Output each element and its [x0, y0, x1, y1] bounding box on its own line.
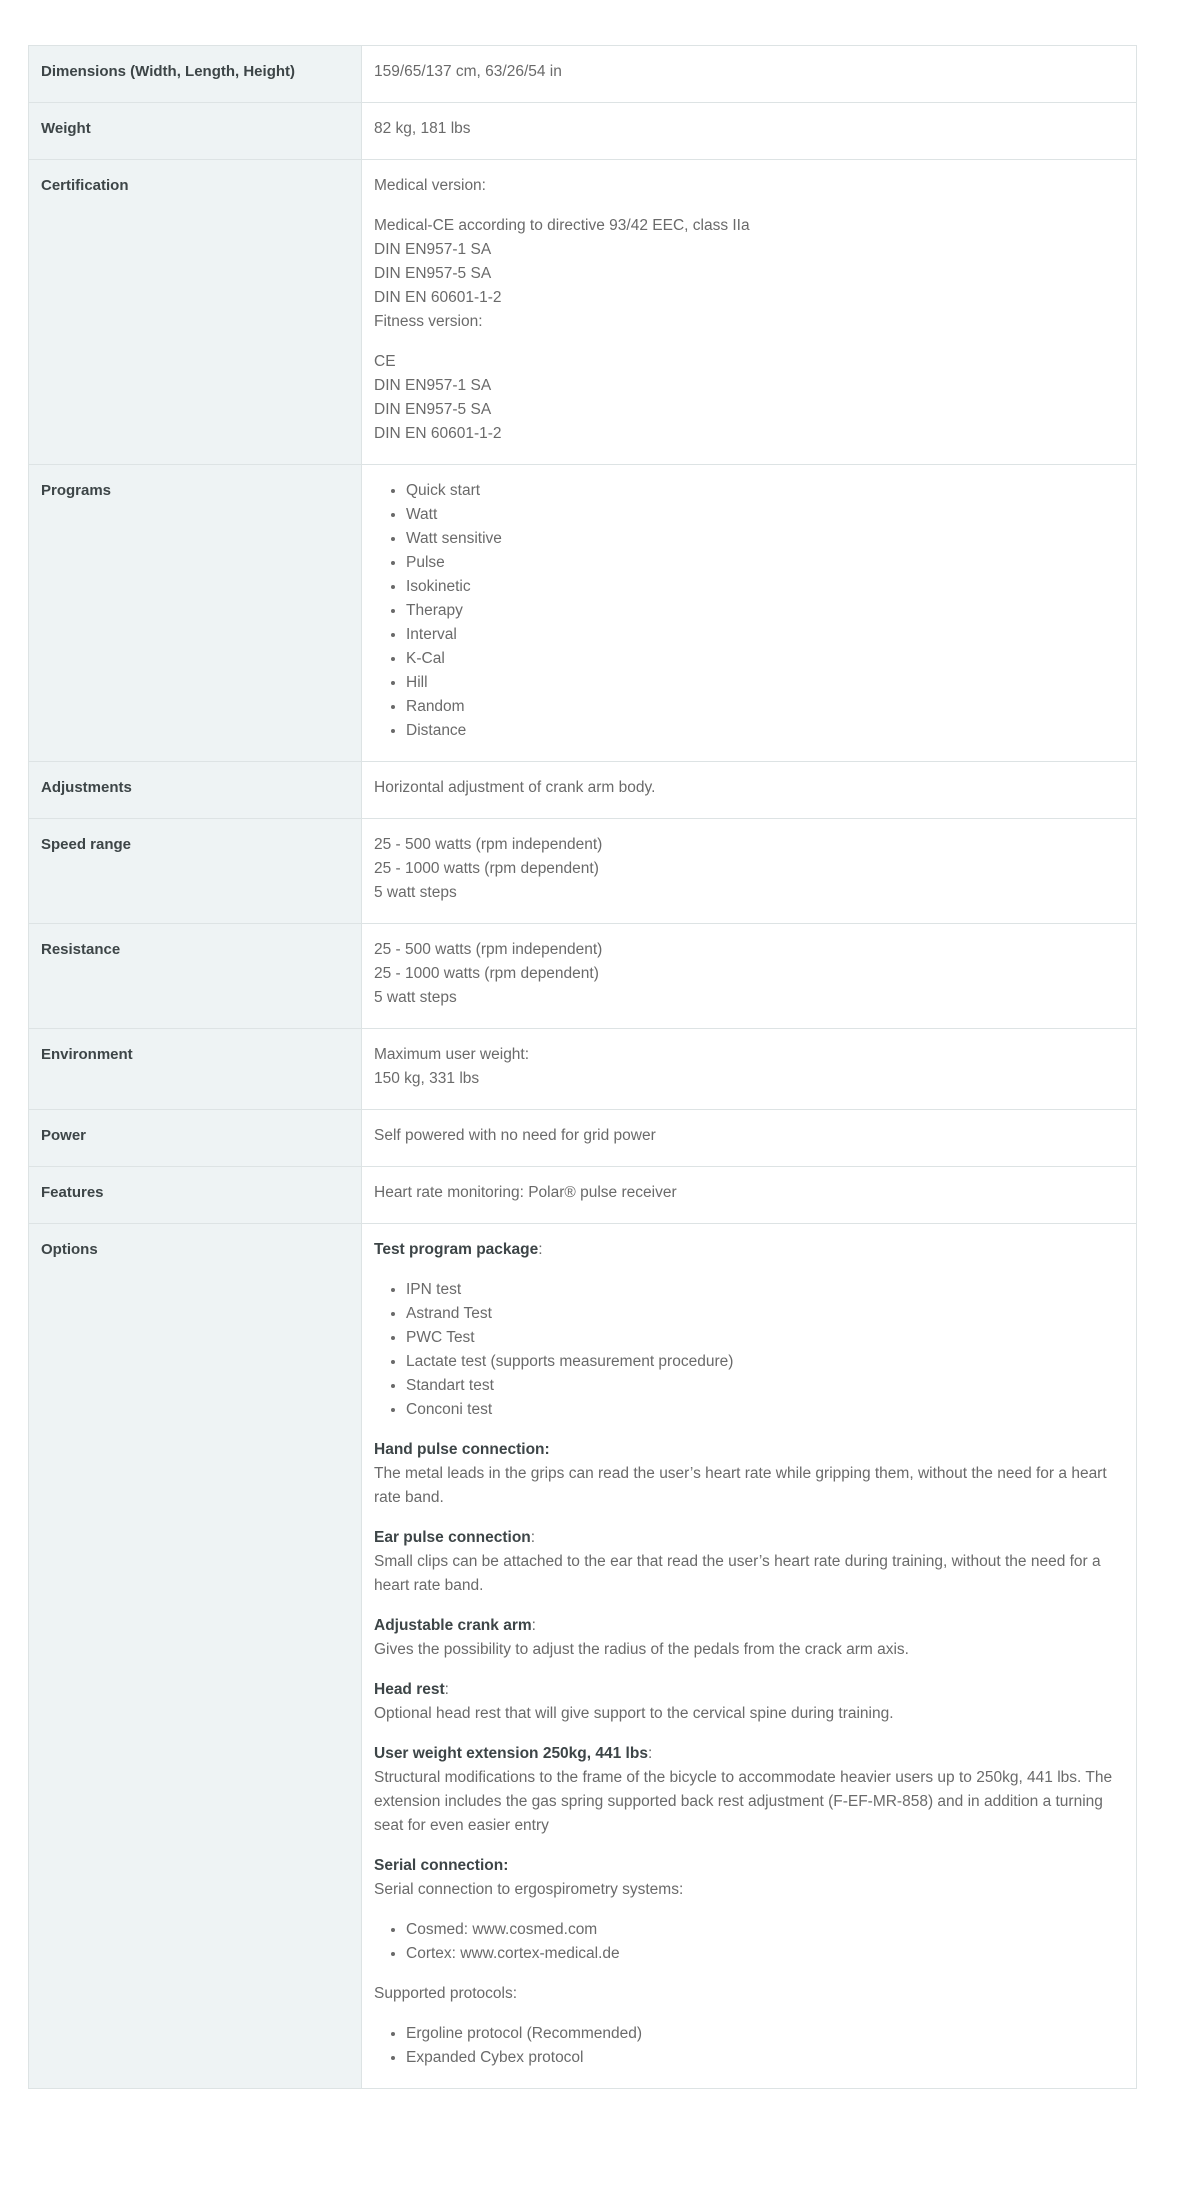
value-line: 5 watt steps — [374, 884, 457, 901]
option-title-suffix: : — [538, 1241, 543, 1258]
medical-version-title: Medical version: — [374, 177, 486, 194]
spec-row-features — [29, 1167, 1137, 1224]
spec-row-programs — [29, 465, 1137, 762]
spec-row-adjustments — [29, 762, 1137, 819]
list-item: • Standart test — [406, 1374, 1124, 1398]
value-line: 25 - 500 watts (rpm independent) — [374, 941, 603, 958]
spec-label: Environment — [29, 1029, 362, 1110]
option-title-suffix: : — [444, 1681, 449, 1698]
option-title: Ear pulse connection — [374, 1529, 531, 1546]
list-item: • IPN test — [406, 1278, 1124, 1302]
spec-row-certification — [29, 160, 1137, 465]
spec-label: Weight — [29, 103, 362, 160]
cert-line: DIN EN 60601-1-2 — [374, 289, 502, 306]
option-hand-pulse — [374, 1438, 1124, 1510]
list-item: • Isokinetic — [406, 575, 1124, 599]
medical-certifications — [374, 214, 1124, 310]
specifications-table — [28, 45, 1137, 2089]
value-line: 150 kg, 331 lbs — [374, 1070, 480, 1087]
spec-value: Horizontal adjustment of crank arm body. — [362, 762, 1137, 819]
list-item: • Hill — [406, 671, 1124, 695]
option-ear-pulse — [374, 1526, 1124, 1598]
spec-row-power — [29, 1110, 1137, 1167]
spec-label: Power — [29, 1110, 362, 1167]
spec-label: Adjustments — [29, 762, 362, 819]
protocols-list — [374, 2022, 1124, 2070]
spec-label: Dimensions (Width, Length, Height) — [29, 46, 362, 103]
spec-row-options — [29, 1224, 1137, 2089]
option-description: Small clips can be attached to the ear that read the user’s heart rate during training, without the need for a heart rate band. — [374, 1553, 1101, 1594]
option-description: The metal leads in the grips can read the user’s heart rate while gripping them, without the need for a heart rate band. — [374, 1465, 1107, 1506]
list-item: • Quick start — [406, 479, 1124, 503]
list-item: • Conconi test — [406, 1398, 1124, 1422]
fitness-certifications — [374, 350, 1124, 446]
list-item: • Cortex: www.cortex-medical.de — [406, 1942, 1124, 1966]
option-description: Structural modifications to the frame of the bicycle to accommodate heavier users up to 250kg, 441 lbs. The extension includes the gas spring supported back rest adjustment (F-EF-MR-858) and in addition a turning seat for even easier entry — [374, 1769, 1113, 1834]
test-program-list — [374, 1278, 1124, 1422]
list-item: • Distance — [406, 719, 1124, 743]
spec-label: Speed range — [29, 819, 362, 924]
cert-line: DIN EN957-1 SA — [374, 377, 492, 394]
option-head-rest — [374, 1678, 1124, 1726]
option-test-package — [374, 1238, 1124, 1422]
list-item: • Pulse — [406, 551, 1124, 575]
programs-list — [374, 479, 1124, 743]
value-line: 5 watt steps — [374, 989, 457, 1006]
option-description: Gives the possibility to adjust the radius of the pedals from the crack arm axis. — [374, 1641, 909, 1658]
option-description: Serial connection to ergospirometry systems: — [374, 1881, 684, 1898]
option-title: User weight extension 250kg, 441 lbs — [374, 1745, 648, 1762]
list-item: • Astrand Test — [406, 1302, 1124, 1326]
list-item: • Watt sensitive — [406, 527, 1124, 551]
spec-row-weight — [29, 103, 1137, 160]
list-item: • Interval — [406, 623, 1124, 647]
list-item: • K-Cal — [406, 647, 1124, 671]
spec-row-resistance — [29, 924, 1137, 1029]
fitness-version-title: Fitness version: — [374, 313, 483, 330]
spec-row-speed-range — [29, 819, 1137, 924]
value-line: 25 - 500 watts (rpm independent) — [374, 836, 603, 853]
cert-line: DIN EN957-1 SA — [374, 241, 492, 258]
cert-line: DIN EN957-5 SA — [374, 401, 492, 418]
cert-line: CE — [374, 353, 396, 370]
value-line: 25 - 1000 watts (rpm dependent) — [374, 965, 599, 982]
spec-value: 159/65/137 cm, 63/26/54 in — [362, 46, 1137, 103]
option-title-suffix: : — [530, 1529, 536, 1546]
protocols-title: Supported protocols: — [374, 1985, 518, 2002]
option-title-suffix: : — [531, 1617, 536, 1634]
spec-value — [362, 924, 1137, 1029]
option-serial-connection — [374, 1854, 1124, 2070]
cert-line: DIN EN957-5 SA — [374, 265, 492, 282]
ergospirometry-list — [374, 1918, 1124, 1966]
spec-value — [362, 1224, 1137, 2089]
spec-value: Self powered with no need for grid power — [362, 1110, 1137, 1167]
spec-label: Programs — [29, 465, 362, 762]
spec-label: Options — [29, 1224, 362, 2089]
spec-value: Heart rate monitoring: Polar® pulse receiver — [362, 1167, 1137, 1224]
spec-row-environment — [29, 1029, 1137, 1110]
specs-container — [28, 45, 1137, 2089]
spec-value — [362, 160, 1137, 465]
option-title: Head rest — [374, 1681, 445, 1698]
spec-row-dimensions — [29, 46, 1137, 103]
option-title: Adjustable crank arm — [374, 1617, 532, 1634]
option-title-suffix: : — [647, 1745, 653, 1762]
option-description: Optional head rest that will give support to the cervical spine during training. — [374, 1705, 894, 1722]
spec-value — [362, 819, 1137, 924]
value-line: 25 - 1000 watts (rpm dependent) — [374, 860, 599, 877]
list-item: • Expanded Cybex protocol — [406, 2046, 1124, 2070]
spec-value — [362, 465, 1137, 762]
cert-line: Medical-CE according to directive 93/42 EEC, class IIa — [374, 217, 750, 234]
list-item: • Ergoline protocol (Recommended) — [406, 2022, 1124, 2046]
option-crank-arm — [374, 1614, 1124, 1662]
spec-value: 82 kg, 181 lbs — [362, 103, 1137, 160]
option-title: Serial connection: — [374, 1857, 509, 1874]
option-title: Hand pulse connection: — [374, 1441, 550, 1458]
value-line: Maximum user weight: — [374, 1046, 530, 1063]
list-item: • Cosmed: www.cosmed.com — [406, 1918, 1124, 1942]
list-item: • Watt — [406, 503, 1124, 527]
list-item: • Therapy — [406, 599, 1124, 623]
list-item: • Random — [406, 695, 1124, 719]
list-item: • Lactate test (supports measurement procedure) — [406, 1350, 1124, 1374]
list-item: • PWC Test — [406, 1326, 1124, 1350]
option-weight-extension — [374, 1742, 1124, 1838]
spec-label: Features — [29, 1167, 362, 1224]
spec-label: Resistance — [29, 924, 362, 1029]
cert-line: DIN EN 60601-1-2 — [374, 425, 502, 442]
spec-value — [362, 1029, 1137, 1110]
option-title: Test program package — [374, 1241, 539, 1258]
spec-label: Certification — [29, 160, 362, 465]
